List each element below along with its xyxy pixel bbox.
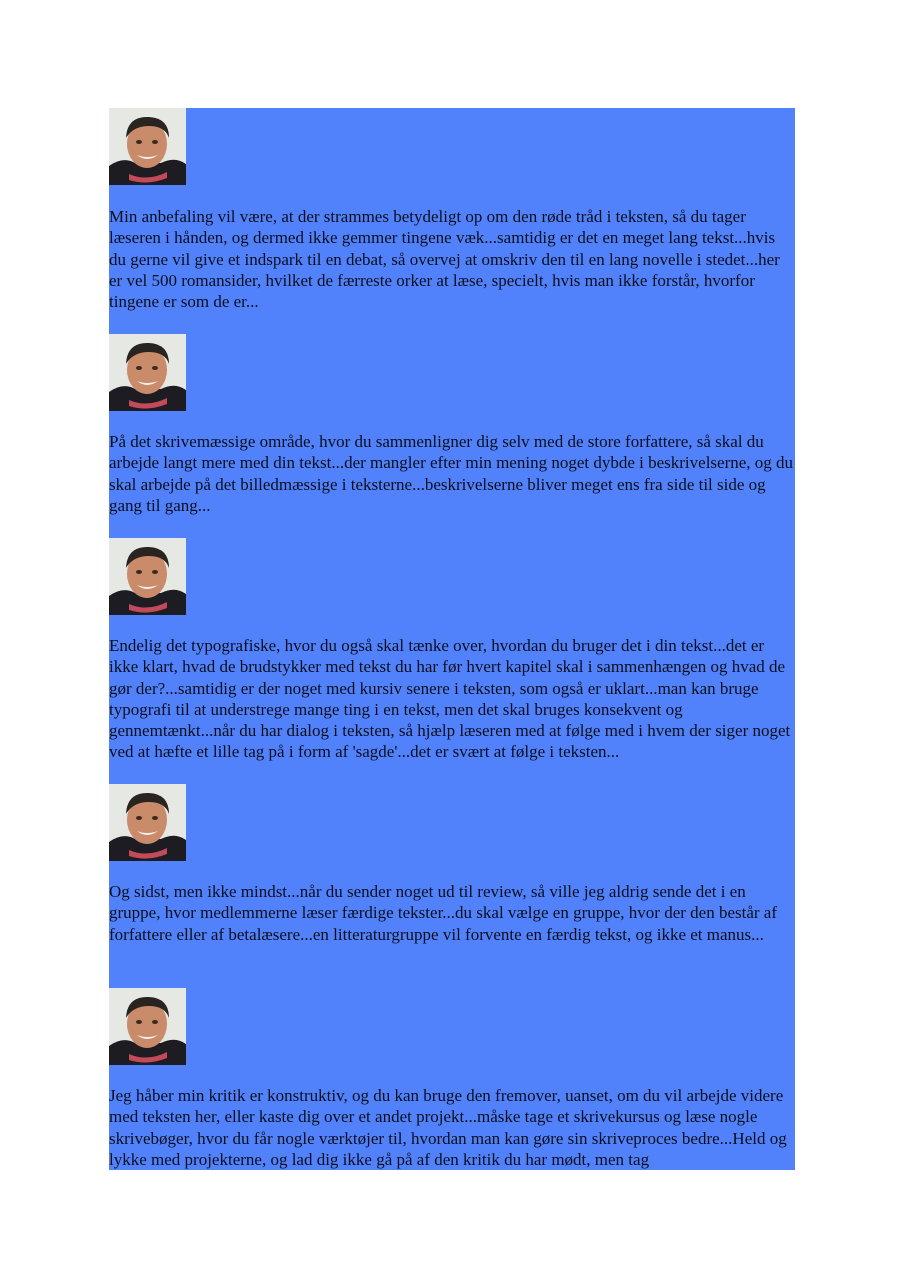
- user-photo-icon: [109, 784, 186, 861]
- comment-entry: [109, 538, 795, 762]
- comment-text: Og sidst, men ikke mindst...når du sender noget ud til review, så ville jeg aldrig sende det i en gruppe, hvor medlemmerne læser færdige tekster...du skal vælge en gruppe, hvor der den består af forfattere eller af betalæsere...en litteraturgruppe vil forvente en færdig tekst, og ikke et manus...: [109, 882, 777, 944]
- comment-entry: [109, 334, 795, 515]
- comment-text: Endelig det typografiske, hvor du også skal tænke over, hvordan du bruger det i din tekst...det er ikke klart, hvad de brudstykker med tekst du har før hvert kapitel skal i sammenhængen og hvad de gør der?...samtidig er der noget med kursiv senere i teksten, som også er uklart...man kan bruge typografi til at understrege mange ting i en tekst, men det skal bruges konsekvent og gennemtænkt...når du har dialog i teksten, så hjælp læseren med at følge med i hvem der siger noget ved at hæfte et lille tag på i form af 'sagde'...det er svært at følge i teksten...: [109, 636, 791, 762]
- user-photo-icon: [109, 334, 186, 411]
- comment-entry: [109, 784, 795, 944]
- user-photo-icon: [109, 538, 186, 615]
- comment-text: På det skrivemæssige område, hvor du sammenligner dig selv med de store forfattere, så skal du arbejde langt mere med din tekst...der mangler efter min mening noget dybde i beskrivelserne, og du skal arbejde på det billedmæssige i teksterne...beskrivelserne bliver meget ens fra side til side og gang til gang...: [109, 432, 794, 515]
- user-photo-icon: [109, 988, 186, 1065]
- comment-text: Min anbefaling vil være, at der strammes betydeligt op om den røde tråd i teksten, så du tager læseren i hånden, og dermed ikke gemmer tingene væk...samtidig er det en meget lang tekst...hvis du gerne vil give et indspark til en debat, så overvej at omskriv den til en lang novelle i stedet...her er vel 500 romansider, hvilket de færreste orker at læse, specielt, hvis man ikke forstår, hvorfor tingene er som de er...: [109, 207, 780, 312]
- comment-entry: [109, 108, 795, 312]
- comment-entry: [109, 988, 795, 1169]
- comment-text: Jeg håber min kritik er konstruktiv, og du kan bruge den fremover, uanset, om du vil arbejde videre med teksten her, eller kaste dig over et andet projekt...måske tage et skrivekursus og læse nogle skrivebøger, hvor du får nogle værktøjer til, hvordan man kan gøre sin skriveproces bedre...Held og lykke med projekterne, og lad dig ikke gå på af den kritik du har mødt, men tag: [109, 1086, 787, 1169]
- user-photo-icon: [109, 108, 186, 185]
- comment-panel: [109, 108, 795, 1170]
